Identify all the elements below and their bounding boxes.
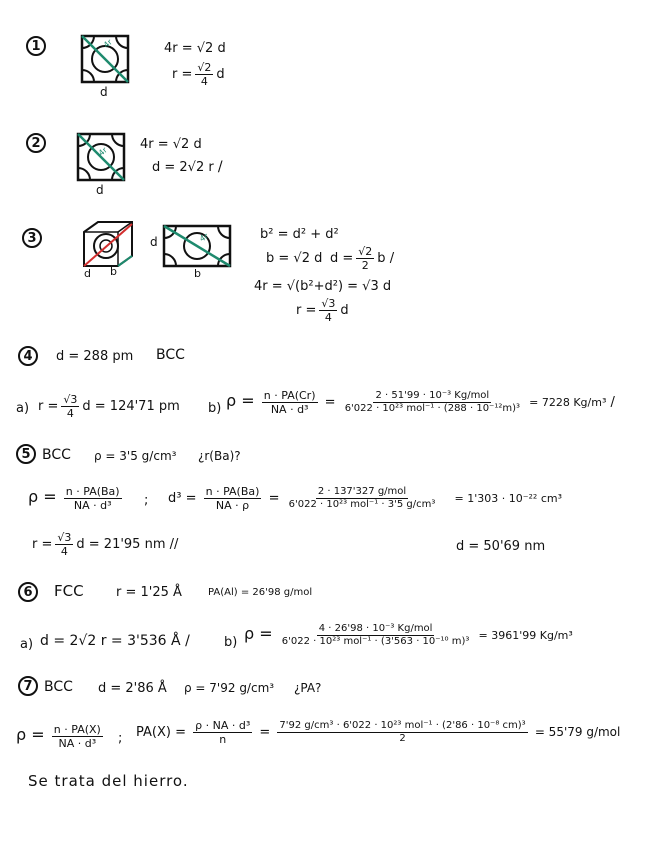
p5-header-rho: ρ = 3'5 g/cm³ xyxy=(94,449,177,463)
bcc-diagonal-plane-diagram-3 xyxy=(162,224,234,268)
p5-sep: ; xyxy=(144,493,149,508)
diagram-2-r-label: 4r xyxy=(96,145,109,158)
p4-a-label: a) xyxy=(16,401,30,416)
conclusion-text: Se trata del hierro. xyxy=(28,772,189,790)
p7-header-q: ¿PA? xyxy=(294,681,322,695)
p5-d-result: d = 50'69 nm xyxy=(456,539,546,554)
p6-header-pa: PA(Al) = 26'98 g/mol xyxy=(208,587,313,598)
p6-header-r: r = 1'25 Å xyxy=(116,585,182,600)
diagram-3-d-label-side: d xyxy=(150,235,158,249)
p7-header-type: BCC xyxy=(44,679,73,695)
p3-eq3: 4r = √(b²+d²) = √3 d xyxy=(254,279,392,294)
diagram-1-side-label: d xyxy=(100,85,108,99)
p4-b-label: b) xyxy=(208,401,222,416)
p7-sep: ; xyxy=(118,731,123,746)
p3-eq2a: b = √2 d xyxy=(266,251,323,266)
problem-number-5: 5 xyxy=(16,444,36,464)
p5-r-eq: r = $\frac{√3}{4}$ d = 21'95 nm // xyxy=(32,531,179,558)
diagram-3-r-label: 4r xyxy=(198,231,210,244)
diagram-2-side-label: d xyxy=(96,183,104,197)
problem-number-6: 6 xyxy=(18,582,38,602)
p6-b-label: b) xyxy=(224,635,238,650)
p5-header-q: ¿r(Ba)? xyxy=(198,449,241,463)
diagram-3-b-label-bottom: b xyxy=(110,265,117,278)
p3-eq2b: d = $\frac{√2}{2}$ b / xyxy=(330,245,395,272)
p4-header-d: d = 288 pm xyxy=(56,349,134,364)
p7-header-rho: ρ = 7'92 g/cm³ xyxy=(184,681,275,695)
p4-b-eq: ρ = $\frac{n \cdot PA(Cr)}{\text{NA · d³}}$ = $\frac{\text{2 · 51'99 · 10⁻³ Kg/mol}}{\text{6'022 · 10²³ mol⁻¹ · (288 · 10⁻¹²m)³}}$ = 7228 Kg/m³ / xyxy=(226,389,615,416)
p6-a-eq: d = 2√2 r = 3'536 Å / xyxy=(40,633,190,649)
p2-eq2: d = 2√2 r / xyxy=(152,159,223,175)
p4-a-eq: r = $\frac{√3}{4}$ d = 124'71 pm xyxy=(38,393,180,420)
problem-number-7: 7 xyxy=(18,676,38,696)
p5-d3-eq: d³ = $\frac{n \cdot PA(Ba)}{NA \cdot \rho}$ = $\frac{\text{2 · 137'327 g/mol}}{\text{6'022 · 10²³ mol⁻¹ · 3'5 g/cm³}}$ = 1'303 · 10⁻²² cm³ xyxy=(168,485,563,512)
diagram-3-d-label-bottom: d xyxy=(84,267,91,280)
p1-eq2: r = $\frac{√2}{4}$ d xyxy=(172,61,225,88)
p6-header-type: FCC xyxy=(54,582,84,600)
p5-header-type: BCC xyxy=(42,447,71,463)
problem-number-3: 3 xyxy=(22,228,42,248)
problem-number-1: 1 xyxy=(26,36,46,56)
diagram-1-r-label: 4r xyxy=(101,37,114,50)
p2-eq1: 4r = √2 d xyxy=(140,137,202,152)
p3-eq4: r = $\frac{√3}{4}$ d xyxy=(296,297,349,324)
diagram-3-b-label: b xyxy=(194,267,201,280)
p5-rho-eq: ρ = $\frac{n \cdot PA(Ba)}{\text{NA · d³}}$ xyxy=(28,485,120,512)
p1-eq1: 4r = √2 d xyxy=(164,41,226,56)
p6-b-eq: ρ = $\frac{\text{4 · 26'98 · 10⁻³ Kg/mol}}{\text{6'022 · 10²³ mol⁻¹ · (3'563 · 10⁻¹⁰ m)³}}$ = 3961'99 Kg/m³ xyxy=(244,623,573,647)
p7-pa-eq: PA(X) = $\frac{\text{ρ · NA · d³}}{n}$ = $\frac{\text{7'92 g/cm³ · 6'022 · 10²³ mol⁻¹ · (2'86 · 10⁻⁸ cm)³}}{2}$ = 55'79 g/mol xyxy=(136,719,621,746)
p4-header-type: BCC xyxy=(156,347,185,363)
p3-eq1: b² = d² + d² xyxy=(260,227,339,242)
p6-a-label: a) xyxy=(20,637,34,652)
problem-number-4: 4 xyxy=(18,346,38,366)
p7-rho-eq: ρ = $\frac{n \cdot PA(X)}{\text{NA · d³}}$ xyxy=(16,723,101,750)
bcc-cube-diagram-3 xyxy=(78,220,134,270)
problem-number-2: 2 xyxy=(26,133,46,153)
p7-header-d: d = 2'86 Å xyxy=(98,681,167,696)
